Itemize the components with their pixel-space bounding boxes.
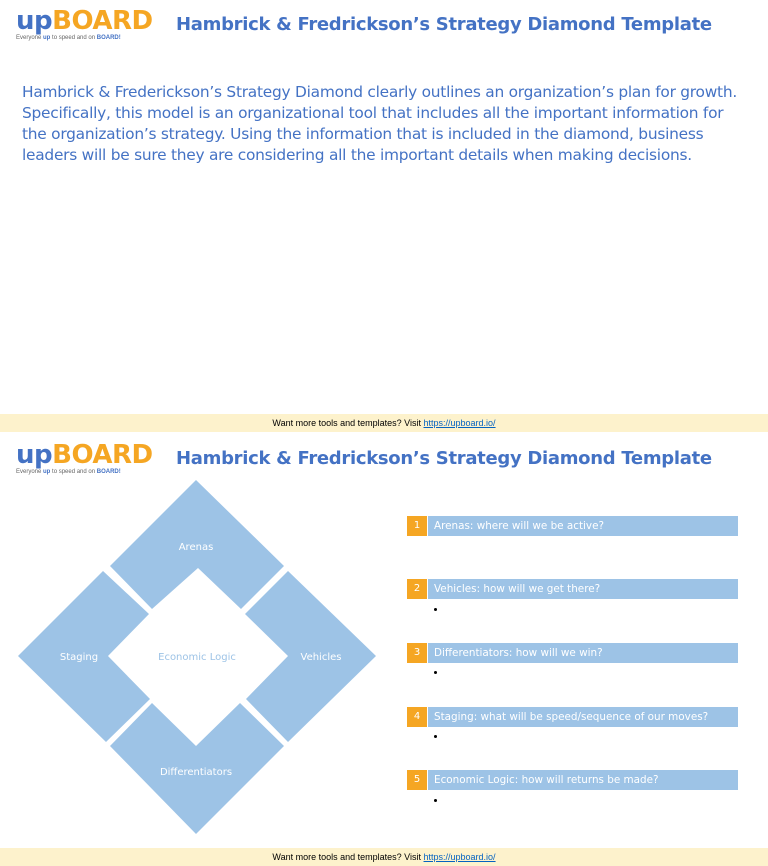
logo-wordmark: [16, 6, 153, 36]
list-number: 3: [407, 643, 427, 663]
list-label: Vehicles: how will we get there?: [428, 579, 738, 599]
list-label: Arenas: where will we be active?: [428, 516, 738, 536]
list-item-3: [407, 643, 738, 663]
footer-text: Want more tools and templates? Visit: [272, 418, 424, 428]
logo-up-text: up: [16, 440, 53, 470]
footer-banner: [0, 848, 768, 866]
label-vehicles: Vehicles: [300, 652, 342, 663]
slide-2: [0, 432, 768, 866]
strategy-diamond: [0, 474, 390, 844]
upboard-logo: [16, 440, 153, 475]
logo-up-text: up: [16, 6, 53, 36]
footer-link[interactable]: https://upboard.io/: [423, 852, 496, 862]
intro-paragraph: Hambrick & Frederickson’s Strategy Diamond clearly outlines an organization’s plan for growth. Specifically, this model is an organizational tool that includes all the important information for the organization’s strategy. Using the information that is included in the diamond, business leaders will be sure they are considering all the important details when making decisions.: [22, 83, 737, 164]
label-economic-logic: Economic Logic: [158, 652, 236, 663]
list-number: 1: [407, 516, 427, 536]
logo-board-text: BOARD: [52, 6, 153, 36]
footer-text: Want more tools and templates? Visit: [272, 852, 424, 862]
footer-link[interactable]: https://upboard.io/: [423, 418, 496, 428]
list-number: 5: [407, 770, 427, 790]
slide-1: [0, 0, 768, 432]
logo-board-text: BOARD: [52, 440, 153, 470]
page-title: Hambrick & Fredrickson’s Strategy Diamond Template: [176, 448, 712, 469]
label-arenas: Arenas: [178, 542, 214, 553]
bullet-dot: [434, 799, 437, 802]
list-number: 2: [407, 579, 427, 599]
bullet-dot: [434, 671, 437, 674]
list-label: Staging: what will be speed/sequence of our moves?: [428, 707, 738, 727]
list-item-1: [407, 516, 738, 536]
page-title: Hambrick & Fredrickson’s Strategy Diamond Template: [176, 14, 712, 35]
list-item-4: [407, 707, 738, 727]
bullet-dot: [434, 735, 437, 738]
list-label: Differentiators: how will we win?: [428, 643, 738, 663]
bullet-dot: [434, 608, 437, 611]
logo-tagline: Everyone up to speed and on BOARD!: [16, 35, 121, 41]
label-differentiators: Differentiators: [159, 767, 233, 778]
list-item-2: [407, 579, 738, 599]
logo-tagline: Everyone up to speed and on BOARD!: [16, 469, 121, 475]
upboard-logo: [16, 6, 153, 41]
logo-wordmark: [16, 440, 153, 470]
list-item-5: [407, 770, 738, 790]
label-staging: Staging: [59, 652, 99, 663]
list-label: Economic Logic: how will returns be made?: [428, 770, 738, 790]
list-number: 4: [407, 707, 427, 727]
footer-banner: [0, 414, 768, 432]
